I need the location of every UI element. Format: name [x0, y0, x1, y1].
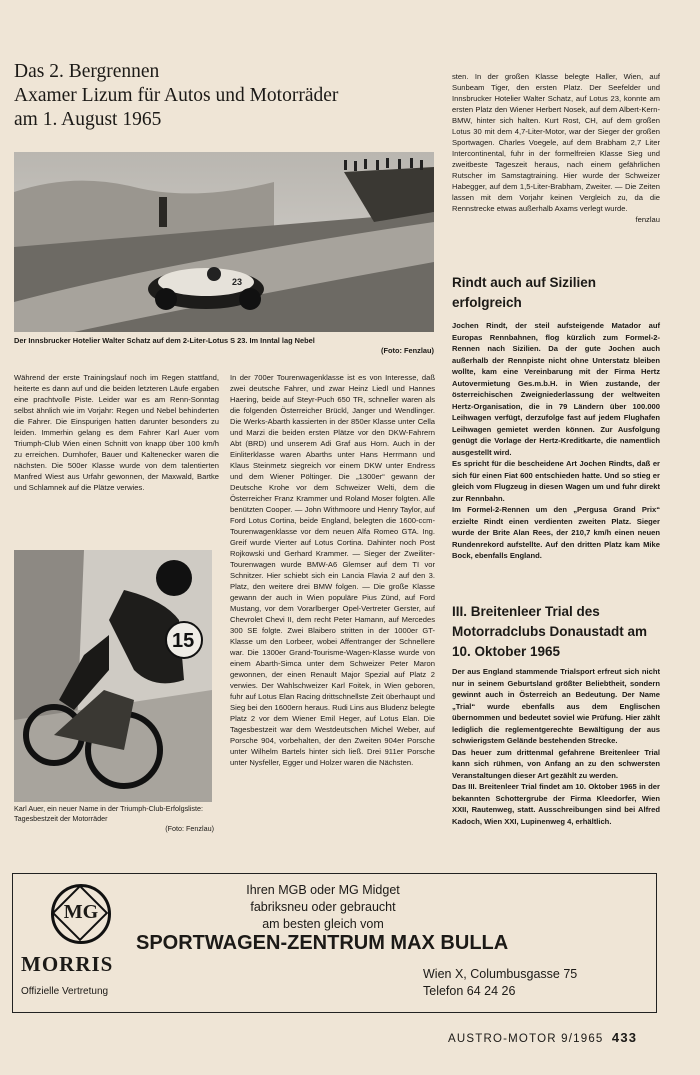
article-headline: [14, 60, 434, 132]
article-column-1: Während der erste Trainingslauf noch im Regen stattfand, heiterte es dann auf und die beiden letzteren Läufe ergaben eine prachtvolle Piste. Leider war es am Renn-Sonntag selbst ähnlich wie im Vorjahr: Regen und Nebel behinderten die Fahrer. Die Einspurigen hatten darunter besonders zu leiden. Immerhin gelang es dem Fahrer Karl Auer vom Triumph-Club Wien einen Schnitt von knapp über 100 km/h zu erreichen. Durnhofer, Bauer und Kaltenecker waren die nächsten. Die 500er Klasse wurde von dem talentierten Manfred Wiest aus Urfahr gewonnen, der Maxwald, Bartke und Schlamnek auf die Plätze verwies.: [14, 373, 219, 492]
page-footer: [448, 1030, 637, 1045]
bike-number: 15: [172, 630, 195, 652]
morris-logo: MORRIS: [21, 952, 114, 976]
lotus-race-photo-image: [14, 152, 434, 332]
trial-body: Der aus England stammende Trialsport erfreut sich nicht nur in seinem Geburtsland größter Beliebtheit, sondern gewinnt auch in Österreich an Bedeutung. Der Name „Trial“ wurde ebenfalls aus dem Englischen übernommen und bedeutet soviel wie Prüfung. Hier zählt lediglich die reglementgerechte Bewältigung der aus schwierigstem Gelände bestehenden Strecke. Das heuer zum drittenmal gefahrene Breitenleer Trial kann sich rühmen, von Anfang an zu den schwersten Veranstaltungen dieser Art gezählt zu werden. Das III. Breitenleer Trial findet am 10. Oktober 1965 in der bekannten Schottergrube der Firma Kleedorfer, Wien XXII, Rautenweg, statt. Ausschreibungen sind bei Alfred Kadoch, Wien XXI, Lupinenweg 4, erhältlich.: [452, 667, 660, 826]
mg-logo-text: MG: [63, 901, 99, 923]
photo1-caption-text: Der Innsbrucker Hotelier Walter Schatz auf dem 2-Liter-Lotus S 23. Im Inntal lag Nebel: [14, 336, 315, 345]
photo1-caption: [14, 336, 434, 356]
article-column-2: In der 700er Tourenwagenklasse ist es von Interesse, daß zwei deutsche Fahrer, und zwar Heinz Liedl und Hannes Haering, beide auf Steyr-Puch 650 TR, schneller waren als die folgenden Österreicher Brückl, Janger und Wendlinger. Die Werks-Abarth kassierten in der 850er Klasse unter Cella und Marzi die beiden ersten Plätze vor den DKW-Fahrern Abt (BRD) und unserem Adi Graf aus Horn. Auch in der Einliterklasse waren Abarths unter Hans Herrmann und Klaus Steinmetz siegreich vor einem DKW unter Endress und dem Wiener Pöltinger. Die „1300er“ gewann der Deutsche Krohe vor dem Schweizer Welti, dem die Österreicher Franz Krammer und Roland Moser folgten. Alle benützten Cooper. — John Withmoore und Henry Taylor, auf Ford Lotus Cortina, beide England, belegten die 1600-ccm-Tourenwagenklasse vor dem neuen Alfa Romeo GTA. Ing. Greif wurde Vierter auf Lotus Cortina. Dahinter noch Post Rojkowski und Gerhard Krammer. — Sieger der Zweiliter-Tourenwagen wurde BMW-A6 Glemser auf dem TI vor Schnitzer. Hier schiebt sich ein Lancia Flavia 2 auf den 3. Platz, den weitere drei BMW folgen. — Die große Klasse gewann der auch in Wien populäre Pius Zünd, auf Ford Mustang, vor dem Vorarlberger Opel-Vertreter Gerster, auf Chevrolet Chevi II, dem recht Peter Hamann, auf Mercedes 300 SE folgte. Zwei Blaibero stritten in der 1000er GT-Klasse um den Lorbeer, wobei Affentranger der Schnellere war. Die 1300er Grand-Tourisme-Wagen-Klasse wurde von einem Abarth-Simca unter dem Schweizer Peter Maron gewonnen, der einen Renault Major Spezial auf Platz 2 verwies. Der Wahlschweizer Karl Foitek, in Wien geboren, fuhr auf Lotus Elan Racing drittschnellste Zeit überhaupt und Sieg bei den 1600ern heraus. Rudi Lins aus Bludenz belegte Platz 2 vor dem Wiener Emil Heger, auf Lotus Elan. Die Tagesbestzeit war dem Westdeutschen Michel Weber, auf Porsche 904, vorbehalten, der den Zweiten 904er Porsche unter Wilhelm Bartels hinter sich ließ. Drei 911er Porsche unter Nysfeller, Egger und Holzer waren die Nächsten.: [230, 373, 435, 767]
ad-line-1: Ihren MGB oder MG Midget: [246, 883, 400, 897]
motorcycle-photo: [14, 550, 212, 802]
page-number: 433: [611, 1030, 638, 1045]
company-address: Wien X, Columbusgasse 75: [423, 967, 578, 981]
photo1-credit: (Foto: Fenzlau): [381, 346, 434, 355]
ad-line-3: am besten gleich vom: [262, 917, 384, 931]
ad-intro: [163, 882, 483, 933]
headline-line-1: Das 2. Bergrennen: [14, 61, 160, 82]
photo2-caption-text: Karl Auer, ein neuer Name in der Triumph-Club-Erfolgsliste: Tagesbestzeit der Motorräder: [14, 804, 203, 823]
motorcycle-photo-image: [14, 550, 212, 802]
headline-line-3: am 1. August 1965: [14, 109, 162, 130]
company-phone: Telefon 64 24 26: [423, 984, 516, 998]
article-column-3: [452, 60, 660, 236]
rindt-body: Jochen Rindt, der steil aufsteigende Matador auf Europas Rennbahnen, flog kürzlich zum Formel-2-Rennen nach Sizilien. Da der gute Jochen auch außerhalb der Rennpiste nicht ohne Unterstatz bleiben wollte, kam eine Vereinbarung mit der Firma Hertz Autovermietung Ges.m.b.H. in Wien zustande, der österreichischen Zweigniederlassung der weltweiten Hertz-Organisation, die in 79 Ländern über 100.000 Leihwagen verfügt, derzufolge fast auf jedem Flughafen Leihwagen gemietet werden können. Zur Ausfolgung genügt die Vorlage der Hertz-Kreditkarte, die namentlich ausgestellt wird. Es spricht für die bescheidene Art Jochen Rindts, daß er sich für einen Fiat 600 entschieden hatte. Und so stieg er gleich vom Flugzeug in diesen Wagen um und fuhr direkt zur Rennbahn. Im Formel-2-Rennen um den „Pergusa Grand Prix“ erzielte Rindt einen verdienten zweiten Platz. Sieger wurde der Brite Alan Rees, der 210,7 km/h einen neuen Rundenrekord aufstellte. Auf den dritten Platz kam Mike Bock, ebenfalls England.: [452, 321, 660, 560]
ad-contact: [423, 966, 577, 1000]
article-author: fenzlau: [635, 215, 660, 224]
article-column-3-text: sten. In der großen Klasse belegte Haller, Wien, auf Sunbeam Tiger, den ersten Platz. Der Seefelder und Innsbrucker Hotelier Walter Schatz, auf Lotus 23, konnte am ersten Platz den Wiener Herbert Nosek, auf dem Albert-Kern-BMW, hinter sich halten. Kurt Rost, CH, auf dem großen Lotus 30 mit dem 4,7-Liter-Motor, war der Sieger der großen Sportwagen. Charles Voegele, auf dem Brabham 2,7 Liter Intercontinental, fuhr in der formelfreien Klasse Sieg und zweitbeste Tageszeit heraus, nach einem gefährlichen Rutscher im Samstagtraining. Hier wurde der Schweizer Habegger, auf dem 1,5-Liter-Brabham, Zweiter. — Die Zeiten lassen mit dem Vorjahr keinen Vergleich zu, da die Rennstrecke etwas außerhalb Axams verlegt wurde.: [452, 72, 660, 213]
advertisement: [12, 873, 657, 1013]
official-dealer-label: Offizielle Vertretung: [21, 986, 109, 997]
photo2-caption: [14, 804, 214, 834]
car-number: 23: [232, 277, 243, 287]
magazine-issue: AUSTRO-MOTOR 9/1965: [448, 1033, 604, 1045]
headline-line-2: Axamer Lizum für Autos und Motorräder: [14, 85, 339, 106]
trial-title: III. Breitenleer Trial des Motorradclubs Donaustadt am 10. Oktober 1965: [452, 604, 648, 659]
company-name: SPORTWAGEN-ZENTRUM MAX BULLA: [136, 932, 509, 954]
photo2-credit: (Foto: Fenzlau): [165, 824, 214, 833]
ad-line-2: fabriksneu oder gebraucht: [250, 900, 396, 914]
lotus-race-photo: [14, 152, 434, 332]
mg-logo: [51, 884, 111, 944]
rindt-title: Rindt auch auf Sizilien erfolgreich: [452, 275, 597, 310]
